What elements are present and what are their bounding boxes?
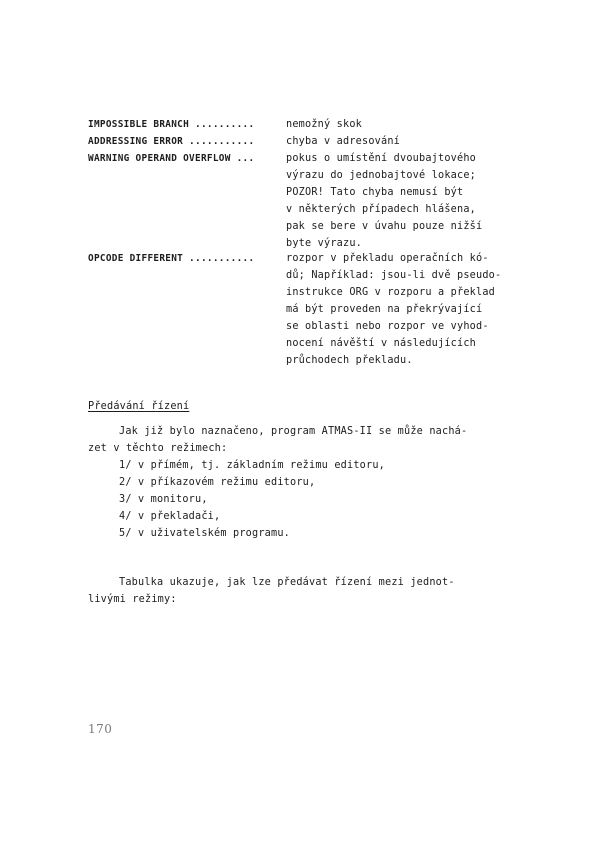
error-desc-line: v některých případech hlášena, xyxy=(286,204,477,215)
list-item: 3/ v monitoru, xyxy=(119,494,208,505)
error-desc-line: pokus o umístění dvoubajtového xyxy=(286,153,477,164)
error-name-addressing-error: ADDRESSING ERROR ........... xyxy=(88,136,255,147)
error-desc-line: instrukce ORG v rozporu a překlad xyxy=(286,287,496,298)
error-desc-line: má být proveden na překrývající xyxy=(286,304,483,315)
error-name-impossible-branch: IMPOSSIBLE BRANCH .......... xyxy=(88,119,255,130)
section-heading: Předávání řízení xyxy=(88,401,190,412)
error-desc-line: se oblasti nebo rozpor ve vyhod- xyxy=(286,321,489,332)
error-desc-line: chyba v adresování xyxy=(286,136,401,147)
list-item: 5/ v uživatelském programu. xyxy=(119,528,291,539)
error-desc-line: nocení návěští v následujících xyxy=(286,338,477,349)
error-name-warning-operand-overflow: WARNING OPERAND OVERFLOW ... xyxy=(88,153,255,164)
error-desc-line: pak se bere v úvahu pouze nižší xyxy=(286,221,483,232)
error-desc-line: výrazu do jednobajtové lokace; xyxy=(286,170,477,181)
error-desc-line: byte výrazu. xyxy=(286,238,363,249)
error-desc-line: dů; Například: jsou-li dvě pseudo- xyxy=(286,270,502,281)
error-desc-line: POZOR! Tato chyba nemusí být xyxy=(286,187,464,198)
error-name-opcode-different: OPCODE DIFFERENT ........... xyxy=(88,253,255,264)
list-item: 1/ v přímém, tj. základním režimu editoru, xyxy=(119,460,386,471)
page-number: 170 xyxy=(88,722,113,736)
list-item: 2/ v příkazovém režimu editoru, xyxy=(119,477,316,488)
list-item: 4/ v překladači, xyxy=(119,511,221,522)
paragraph-line: Jak již bylo naznačeno, program ATMAS-II se může nachá- xyxy=(119,426,468,437)
error-desc-line: průchodech překladu. xyxy=(286,355,413,366)
paragraph-line: zet v těchto režimech: xyxy=(88,443,228,454)
paragraph-line: Tabulka ukazuje, jak lze předávat řízení mezi jednot- xyxy=(119,577,455,588)
paragraph-line: livými režimy: xyxy=(88,594,177,605)
error-desc-line: rozpor v překladu operačních kó- xyxy=(286,253,489,264)
error-desc-line: nemožný skok xyxy=(286,119,363,130)
